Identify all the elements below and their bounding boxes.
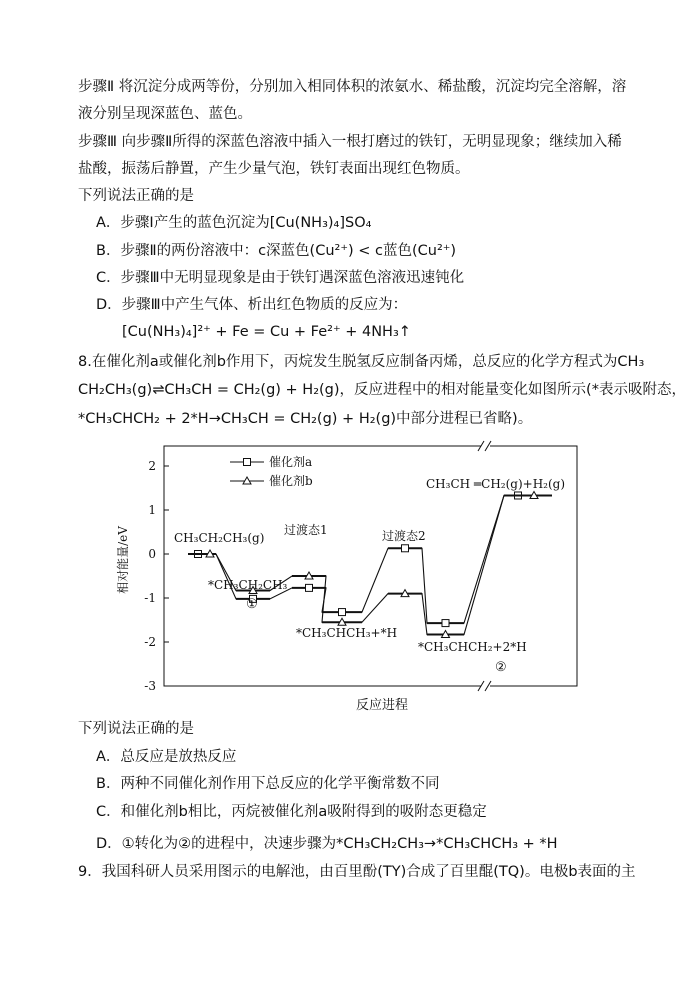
q8-stem-line2: CH₂CH₃(g)⇌CH₃CH = CH₂(g) + H₂(g)，反应进程中的相对能量变化如图所示(*表示吸附态， <box>78 382 686 398</box>
q8-option-d: D．①转化为②的进程中，决速步骤为*CH₃CH₂CH₃→*CH₃CHCH₃ + *H <box>96 836 558 852</box>
y-tick-label-3: -1 <box>144 591 156 605</box>
chart-y-ticks <box>144 459 169 693</box>
marker-a-2 <box>306 584 313 591</box>
q7-option-d-equation: [Cu(NH₃)₄]²⁺ + Fe = Cu + Fe²⁺ + 4NH₃↑ <box>122 324 411 340</box>
q8-option-a: A．总反应是放热反应 <box>96 749 237 765</box>
series-line-a <box>188 495 552 623</box>
q7-step3-line2: 盐酸，振荡后静置，产生少量气泡，铁钉表面出现红色物质。 <box>78 161 470 177</box>
y-tick-label-2: 0 <box>148 547 156 561</box>
q7-step2-line2: 液分别呈现深蓝色、蓝色。 <box>78 106 252 122</box>
q8-stem-line3: *CH₃CHCH₂ + 2*H→CH₃CH = CH₂(g) + H₂(g)中部分进程已省略)。 <box>78 411 533 427</box>
q7-option-b: B．步骤Ⅱ的两份溶液中：c深蓝色(Cu²⁺) < c蓝色(Cu²⁺) <box>96 243 457 259</box>
legend-label-b: 催化剂b <box>269 474 313 488</box>
y-tick-label-1: 1 <box>148 503 156 517</box>
q8-stem-line1: 8.在催化剂a或催化剂b作用下，丙烷发生脱氢反应制备丙烯，总反应的化学方程式为CH₃ <box>78 354 645 370</box>
q8-option-c: C．和催化剂b相比，丙烷被催化剂a吸附得到的吸附态更稳定 <box>96 804 487 820</box>
q7-prompt: 下列说法正确的是 <box>78 188 194 204</box>
label-adsorbed-3: *CH₃CHCH₂+2*H <box>418 640 527 654</box>
label-transition-1: 过渡态1 <box>284 523 328 537</box>
label-adsorbed-2: *CH₃CHCH₃+*H <box>296 626 398 640</box>
q7-option-d: D．步骤Ⅲ中产生气体、析出红色物质的反应为： <box>96 297 408 313</box>
y-tick-label-5: -3 <box>144 679 156 693</box>
marker-a-4 <box>402 545 409 552</box>
chart-labels <box>115 454 565 713</box>
q8-prompt: 下列说法正确的是 <box>78 721 194 737</box>
q7-step2-line1: 步骤Ⅱ 将沉淀分成两等份，分别加入相同体积的浓氨水、稀盐酸，沉淀均完全溶解，溶 <box>78 79 627 95</box>
q8-option-b: B．两种不同催化剂作用下总反应的化学平衡常数不同 <box>96 776 440 792</box>
x-axis-label: 反应进程 <box>355 698 409 713</box>
energy-profile-chart <box>112 438 582 723</box>
label-reactant: CH₃CH₂CH₃(g) <box>174 531 265 545</box>
marker-a-3 <box>339 609 346 616</box>
label-adsorbed-1: *CH₃CH₂CH₃ <box>208 578 288 592</box>
y-tick-label-0: 2 <box>148 459 156 473</box>
y-tick-label-4: -2 <box>144 635 156 649</box>
label-circle-2: ② <box>495 660 507 675</box>
q7-option-c: C．步骤Ⅲ中无明显现象是由于铁钉遇深蓝色溶液迅速钝化 <box>96 270 465 286</box>
q9-stem-line1: 9．我国科研人员采用图示的电解池，由百里酚(TY)合成了百里醌(TQ)。电极b表面的主 <box>78 864 636 880</box>
label-circle-1: ① <box>246 597 258 612</box>
label-product: CH₃CH ═CH₂(g)+H₂(g) <box>426 477 566 491</box>
legend-label-a: 催化剂a <box>269 455 313 469</box>
q7-option-a: A．步骤Ⅰ产生的蓝色沉淀为[Cu(NH₃)₄]SO₄ <box>96 215 372 231</box>
marker-a-5 <box>442 620 449 627</box>
label-transition-2: 过渡态2 <box>382 529 426 543</box>
q7-step3-line1: 步骤Ⅲ 向步骤Ⅱ所得的深蓝色溶液中插入一根打磨过的铁钉，无明显现象；继续加入稀 <box>78 134 622 150</box>
chart-series <box>188 491 552 637</box>
legend-marker-a <box>244 459 251 466</box>
y-axis-label: 相对能量/eV <box>116 526 130 594</box>
